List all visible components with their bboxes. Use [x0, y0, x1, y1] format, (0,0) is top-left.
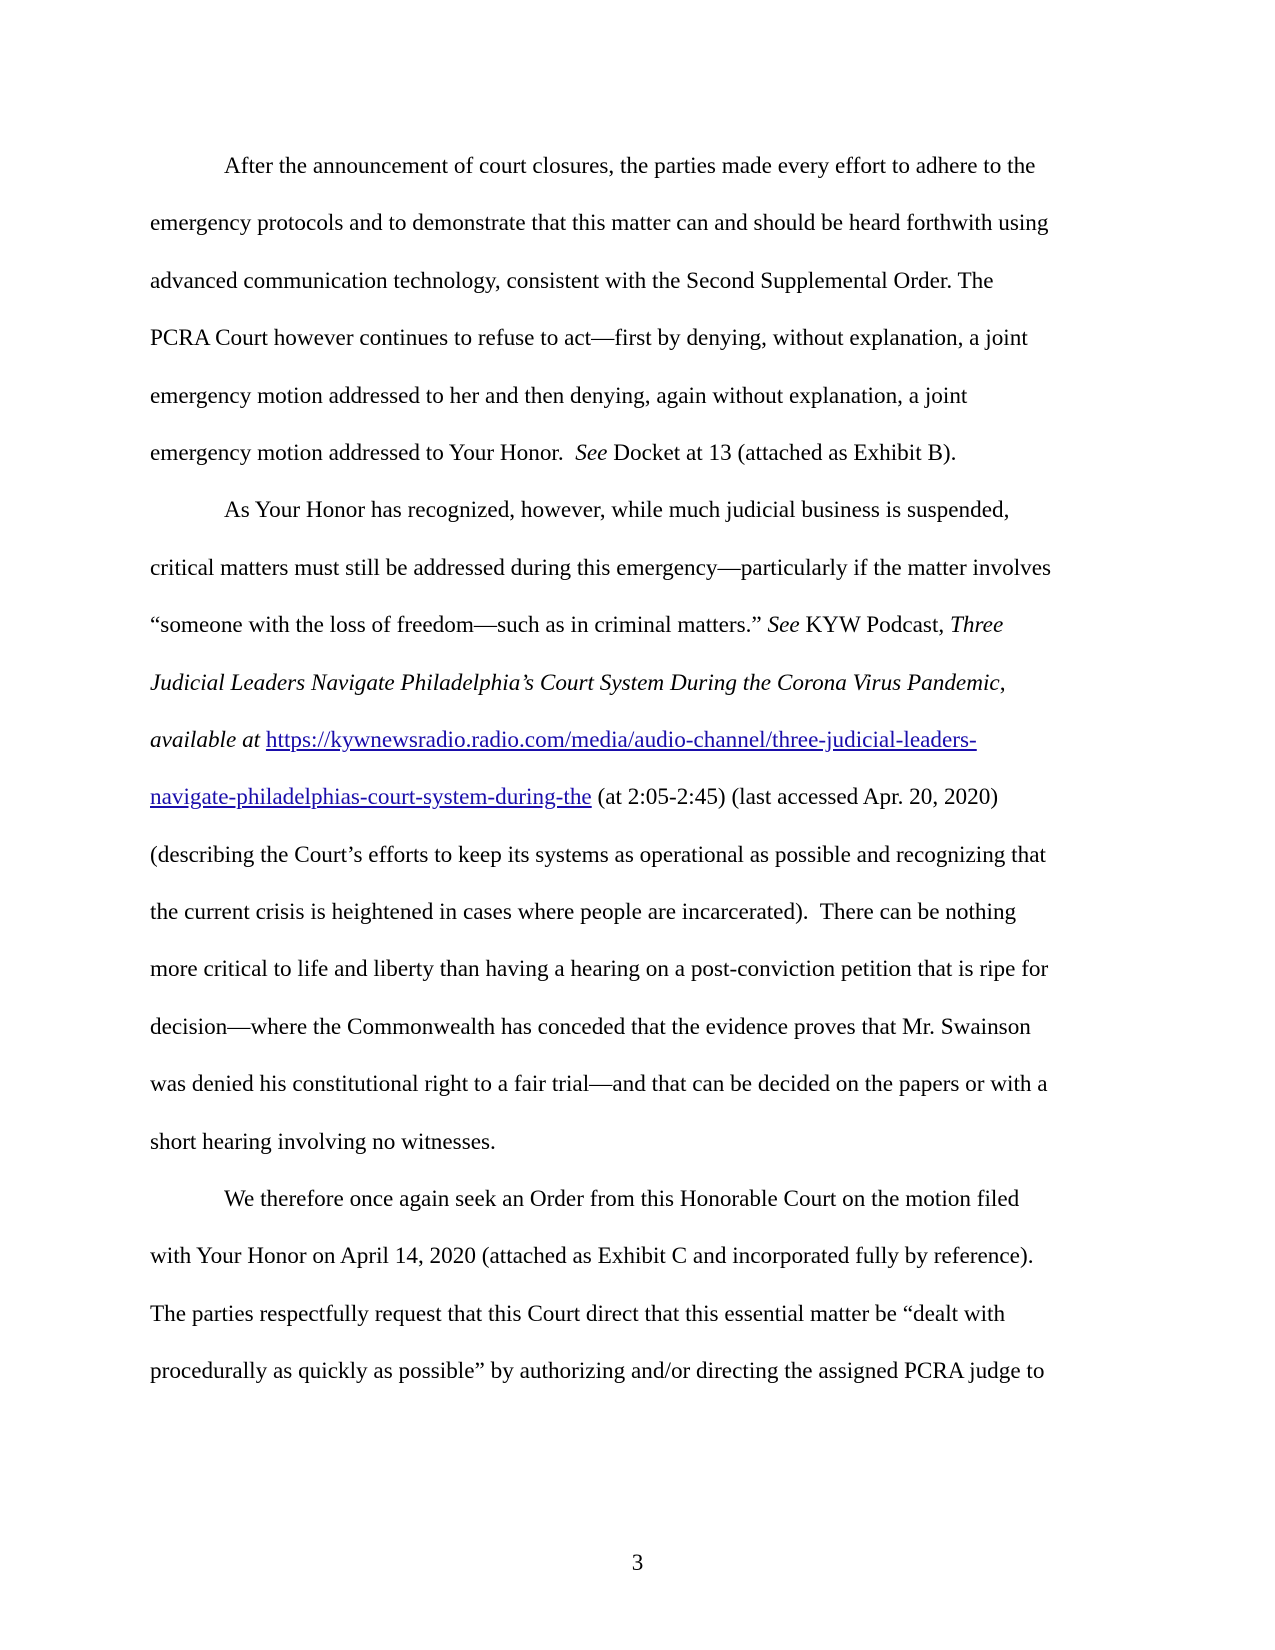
paragraph-2-line-5	[150, 712, 1130, 769]
text-segment: Docket at 13 (attached as Exhibit B).	[607, 439, 957, 466]
paragraph-2-line-12: short hearing involving no witnesses.	[150, 1128, 496, 1155]
paragraph-2-line-4	[150, 655, 1130, 712]
paragraph-1-line-5: emergency motion addressed to her and then denying, again without explanation, a joint	[150, 382, 968, 409]
podcast-title: Three	[950, 612, 1004, 639]
paragraph-1-line-3: advanced communication technology, consistent with the Second Supplemental Order. The	[150, 267, 994, 294]
paragraph-2-line-6	[150, 769, 1130, 826]
paragraph-2-line-10: decision—where the Commonwealth has conceded that the evidence proves that Mr. Swainson	[150, 1013, 1031, 1040]
see-signal: See	[767, 612, 800, 639]
podcast-url-link[interactable]: https://kywnewsradio.radio.com/media/audio-channel/three-judicial-leaders-	[265, 726, 977, 753]
body-text	[150, 138, 1130, 1401]
paragraph-1-line-4: PCRA Court however continues to refuse to act—first by denying, without explanation, a joint	[150, 325, 1028, 352]
paragraph-3-line-4: procedurally as quickly as possible” by authorizing and/or directing the assigned PCRA judge to	[150, 1358, 1045, 1385]
text-segment: (at 2:05-2:45) (last accessed Apr. 20, 2020)	[591, 784, 999, 811]
available-at-label: available at	[150, 726, 261, 753]
paragraph-3-line-3: The parties respectfully request that this Court direct that this essential matter be “dealt with	[150, 1300, 1006, 1327]
paragraph-2-line-2: critical matters must still be addressed during this emergency—particularly if the matter involves	[150, 554, 1052, 581]
paragraph-2-line-1: As Your Honor has recognized, however, while much judicial business is suspended,	[224, 497, 1010, 524]
paragraph-1-line-6	[150, 425, 1130, 482]
paragraph-1-line-2: emergency protocols and to demonstrate that this matter can and should be heard forthwith using	[150, 210, 1049, 237]
paragraph-2-line-9: more critical to life and liberty than having a hearing on a post-conviction petition that is ripe for	[150, 956, 1049, 983]
quote-segment: “someone with the loss of freedom—such as in criminal matters.”	[150, 612, 768, 639]
page-number: 3	[631, 1550, 644, 1576]
text-segment: emergency motion addressed to Your Honor.	[150, 439, 576, 466]
podcast-title: Judicial Leaders Navigate Philadelphia’s Court System During the Corona Virus Pandemic	[150, 669, 1000, 696]
paragraph-3-line-2: with Your Honor on April 14, 2020 (attached as Exhibit C and incorporated fully by reference).	[150, 1243, 1034, 1270]
paragraph-3-line-1: We therefore once again seek an Order from this Honorable Court on the motion filed	[224, 1186, 1020, 1213]
see-signal: See	[575, 439, 608, 466]
podcast-url-link-continued[interactable]: navigate-philadelphias-court-system-during-the	[150, 784, 592, 811]
source-segment: KYW Podcast,	[799, 612, 950, 639]
paragraph-2-line-8: the current crisis is heightened in cases where people are incarcerated). There can be nothing	[150, 899, 1017, 926]
text-segment: ,	[999, 669, 1006, 696]
paragraph-2-line-11: was denied his constitutional right to a fair trial—and that can be decided on the papers or with a	[150, 1071, 1048, 1098]
paragraph-1-line-1: After the announcement of court closures, the parties made every effort to adhere to the	[224, 153, 1036, 179]
paragraph-2-line-7: (describing the Court’s efforts to keep its systems as operational as possible and recognizing that	[150, 841, 1046, 868]
paragraph-2-line-3	[150, 597, 1130, 654]
